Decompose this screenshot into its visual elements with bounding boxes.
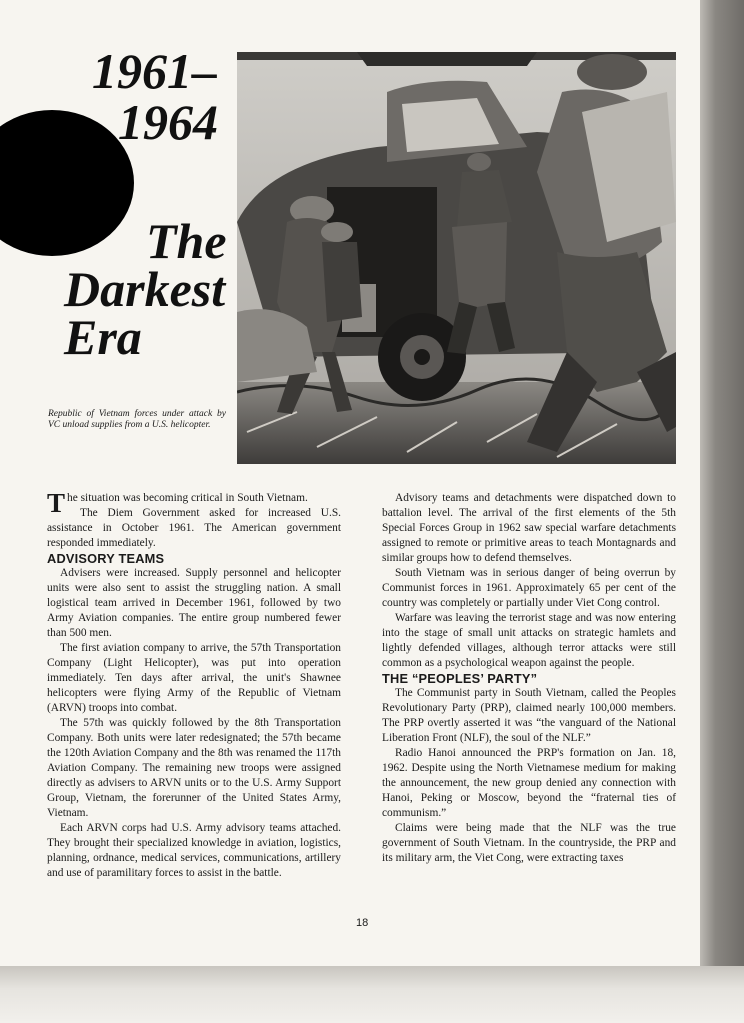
drop-cap: T — [47, 488, 66, 518]
helicopter-photo-illustration — [237, 52, 676, 464]
paragraph-arvn-corps: Each ARVN corps had U.S. Army advisory teams attached. They brought their specialized knowledge in aviation, logistics, planning, ordnance, medical services, communications, artillery and use of paramilitary forces to assist in the battle. — [47, 822, 341, 879]
scan-bottom-edge — [0, 966, 744, 1023]
intro-paragraph — [47, 488, 341, 518]
paragraph-57th-followed: The 57th was quickly followed by the 8th Transportation Company. Both units were later redesignated; the 57th became the 120th Aviation Company and the 8th was renamed the 117th Aviation Company. The remaining new troops were assigned directly as advisers to ARVN units or to the U.S. Army Support Group, Vietnam, the forerunner of the United States Army, Vietnam. — [47, 717, 341, 819]
heading-advisory-teams: ADVISORY TEAMS — [47, 551, 165, 566]
paragraph-first-aviation-company: The first aviation company to arrive, the 57th Transportation Company (Light Helicopter), was put into operation immediately. Ten days after arrival, the unit's Shawnee helicopters were flying Army of the Republic of Vietnam (ARVN) troops into combat. — [47, 642, 341, 714]
paragraph-serious-danger: South Vietnam was in serious danger of being overrun by Communist forces in 1961. Approximately 65 per cent of the country was completely or partially under Viet Cong control. — [382, 567, 676, 609]
title-years-line1: 1961– — [92, 43, 217, 99]
paragraph-communist-party: The Communist party in South Vietnam, called the Peoples Revolutionary Party (PRP), claimed nearly 100,000 members. The PRP overtly asserted it was “the vanguard of the National Liberation Front (NLF), the soul of the NLF.” — [382, 687, 676, 744]
paragraph-advisers-increased: Advisers were increased. Supply personnel and helicopter units were also sent to assist the struggling nation. A small logistical team arrived in December 1961, followed by two Army Aviation companies. The entire group numbered fewer than 500 men. — [47, 567, 341, 639]
page-number: 18 — [356, 917, 369, 929]
title-subtitle-line3: Era — [64, 309, 142, 365]
title-subtitle-line2: Darkest — [64, 261, 226, 317]
paragraph-diem-government: The Diem Government asked for increased U.S. assistance in October 1961. The American government responded immediately. — [47, 507, 341, 549]
title-years-line2: 1964 — [118, 94, 218, 150]
intro-text: he situation was becoming critical in South Vietnam. — [67, 492, 308, 504]
black-circle-decoration — [0, 110, 134, 256]
paragraph-nlf-claims: Claims were being made that the NLF was the true government of South Vietnam. In the countryside, the PRP and its military arm, the Viet Cong, were extracting taxes — [382, 822, 676, 864]
article-column-left — [47, 488, 341, 881]
photo-caption: Republic of Vietnam forces under attack by VC unload supplies from a U.S. helicopter. — [48, 409, 226, 430]
article-column-right — [382, 491, 676, 866]
book-gutter-shadow — [700, 0, 744, 968]
heading-peoples-party: THE “PEOPLES’ PARTY” — [382, 671, 538, 686]
paragraph-warfare-stage: Warfare was leaving the terrorist stage and was now entering into the stage of small unit attacks on strategic hamlets and lightly defended villages, although terror attacks were still common as a psychological weapon against the people. — [382, 612, 676, 669]
title-subtitle-line1: The — [146, 213, 227, 269]
helicopter-photo — [237, 52, 676, 464]
paragraph-advisory-detachments: Advisory teams and detachments were dispatched down to battalion level. The arrival of the first elements of the 5th Special Forces Group in 1962 saw special warfare detachments assigned to remote or primitive areas to teach Montagnards and similar groups how to defend themselves. — [382, 492, 676, 564]
paragraph-radio-hanoi: Radio Hanoi announced the PRP's formation on Jan. 18, 1962. Despite using the North Vietnamese medium for making the announcement, the new group denied any connection with Hanoi, Peking or Moscow, beyond the “fraternal ties of communism.” — [382, 747, 676, 819]
